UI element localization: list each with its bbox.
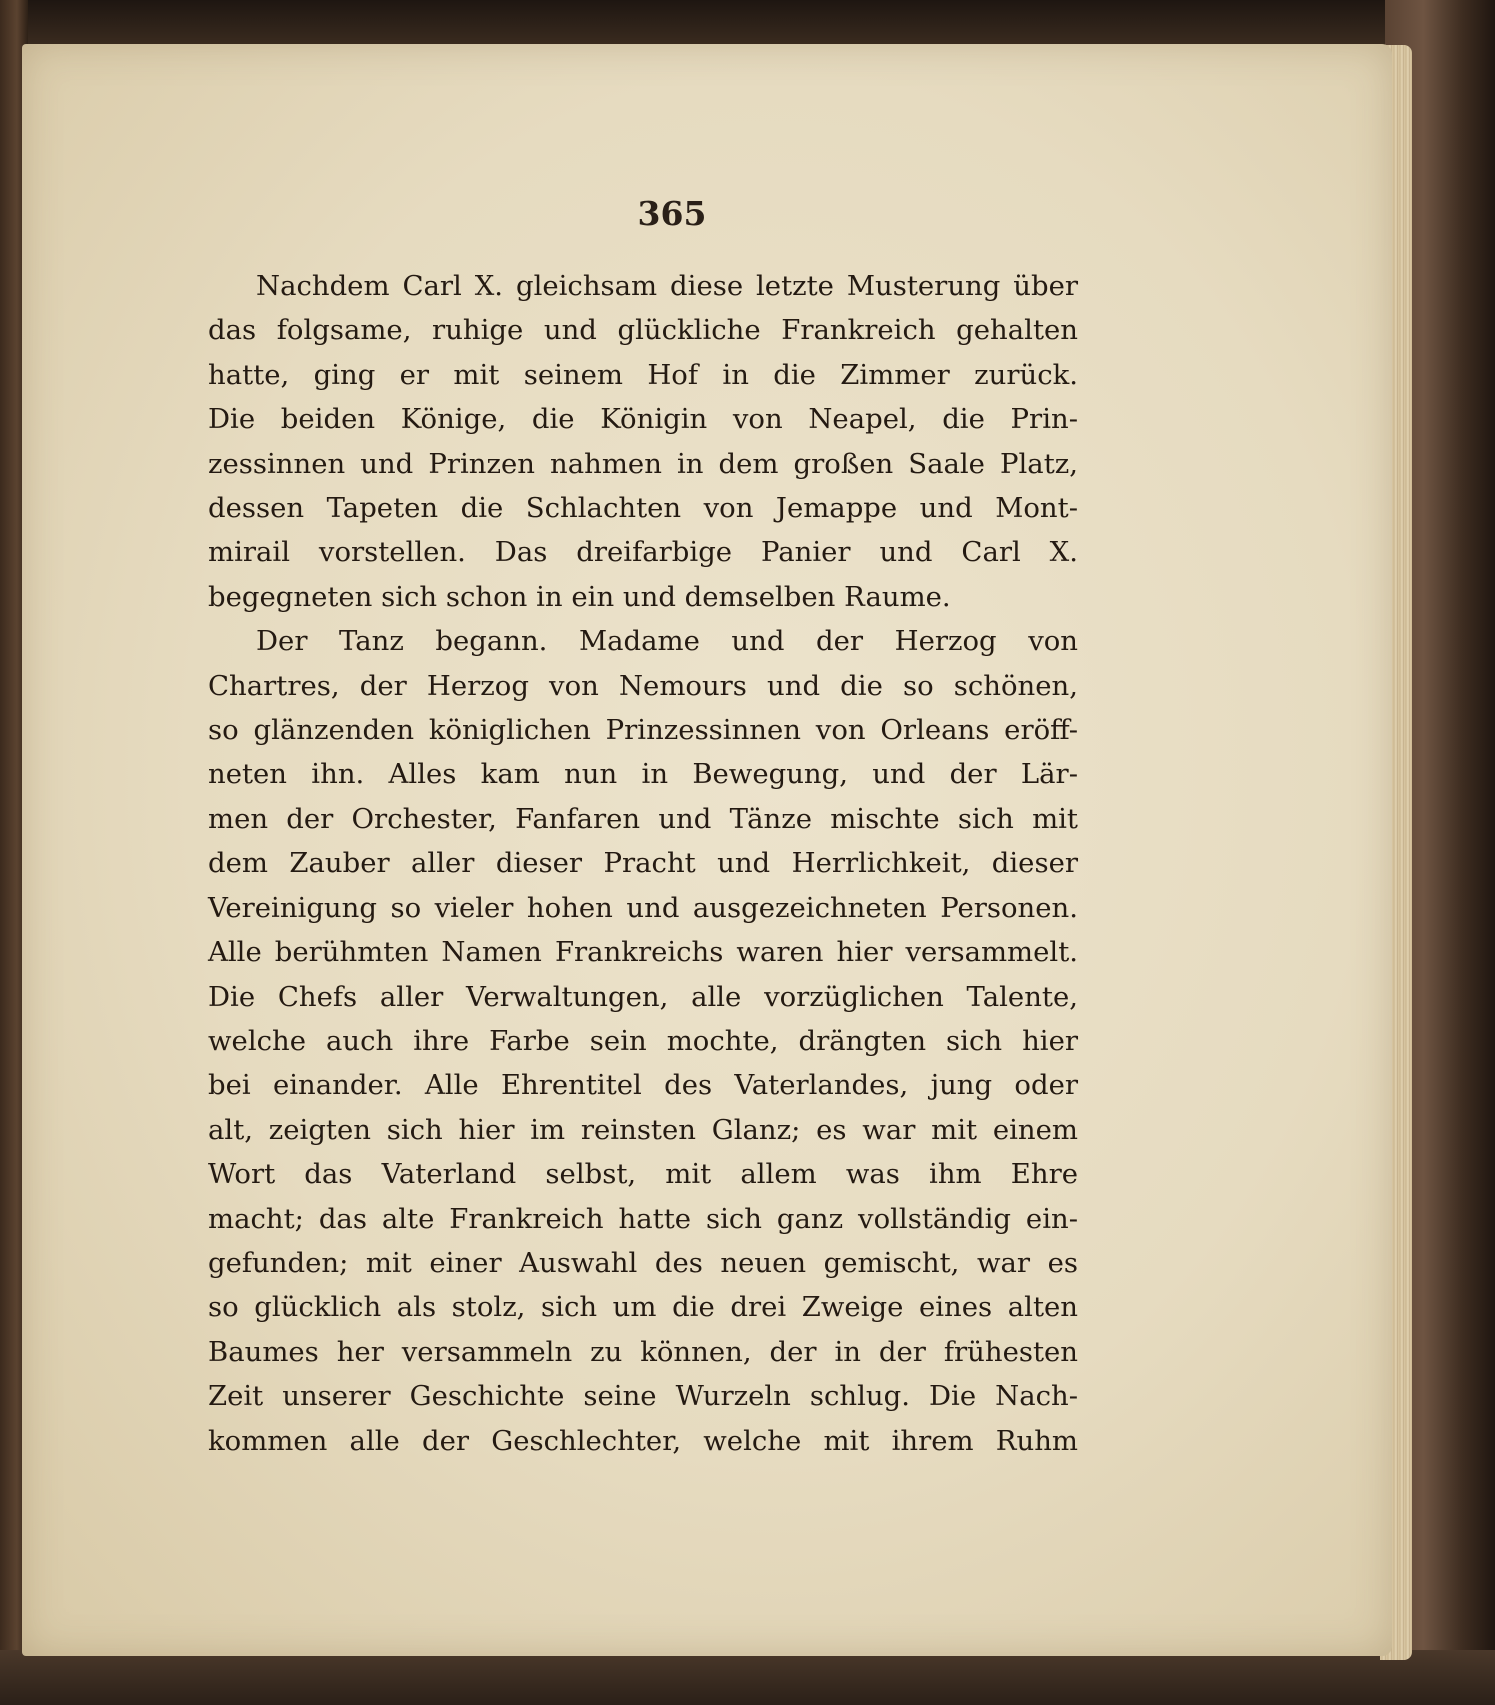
text-line: neten ihn. Alles kam nun in Bewegung, und der Lär- [208,758,1078,791]
paragraph-1 [208,264,1078,619]
text-line: mirail vorstellen. Das dreifarbige Panier und Carl X. [208,536,1078,569]
text-line: bei einander. Alle Ehrentitel des Vaterlandes, jung oder [208,1069,1078,1102]
text-line: Die Chefs aller Verwaltungen, alle vorzüglichen Talente, [208,980,1078,1013]
page-number: 365 [637,194,707,233]
text-line: Alle berühmten Namen Frankreichs waren hier versammelt. [208,936,1078,969]
book-page [22,44,1392,1656]
text-line: Der Tanz begann. Madame und der Herzog von [256,625,1078,658]
text-line: gefunden; mit einer Auswahl des neuen gemischt, war es [208,1246,1078,1279]
text-line: so glänzenden königlichen Prinzessinnen von Orleans eröff- [208,714,1078,747]
text-line: dessen Tapeten die Schlachten von Jemappe und Mont- [208,492,1078,525]
text-line: dem Zauber aller dieser Pracht und Herrlichkeit, dieser [208,847,1078,880]
text-line: men der Orchester, Fanfaren und Tänze mischte sich mit [208,802,1078,835]
text-line: Wort das Vaterland selbst, mit allem was ihm Ehre [208,1158,1078,1191]
text-block [208,264,1078,1463]
text-line: Vereinigung so vieler hohen und ausgezeichneten Personen. [208,891,1078,924]
text-line: kommen alle der Geschlechter, welche mit ihrem Ruhm [208,1424,1078,1457]
text-line: welche auch ihre Farbe sein mochte, drängten sich hier [208,1024,1078,1057]
text-line: begegneten sich schon in ein und demselben Raume. [208,580,951,613]
text-line: alt, zeigten sich hier im reinsten Glanz; es war mit einem [208,1113,1078,1146]
text-line: zessinnen und Prinzen nahmen in dem großen Saale Platz, [208,447,1078,480]
text-line: Zeit unserer Geschichte seine Wurzeln schlug. Die Nach- [208,1380,1078,1413]
book-cover-top [0,0,1495,46]
text-line: hatte, ging er mit seinem Hof in die Zimmer zurück. [208,358,1078,391]
text-line: das folgsame, ruhige und glückliche Frankreich gehalten [208,314,1078,347]
text-line: Die beiden Könige, die Königin von Neapel, die Prin- [208,403,1078,436]
book-cover-bottom [0,1650,1495,1705]
text-line: so glücklich als stolz, sich um die drei Zweige eines alten [208,1291,1078,1324]
text-line: Nachdem Carl X. gleichsam diese letzte Musterung über [256,270,1078,302]
text-line: Chartres, der Herzog von Nemours und die so schönen, [208,669,1078,702]
text-line: macht; das alte Frankreich hatte sich ganz vollständig ein- [208,1202,1078,1235]
paragraph-2 [208,619,1078,1463]
text-line: Baumes her versammeln zu können, der in der frühesten [208,1335,1078,1368]
